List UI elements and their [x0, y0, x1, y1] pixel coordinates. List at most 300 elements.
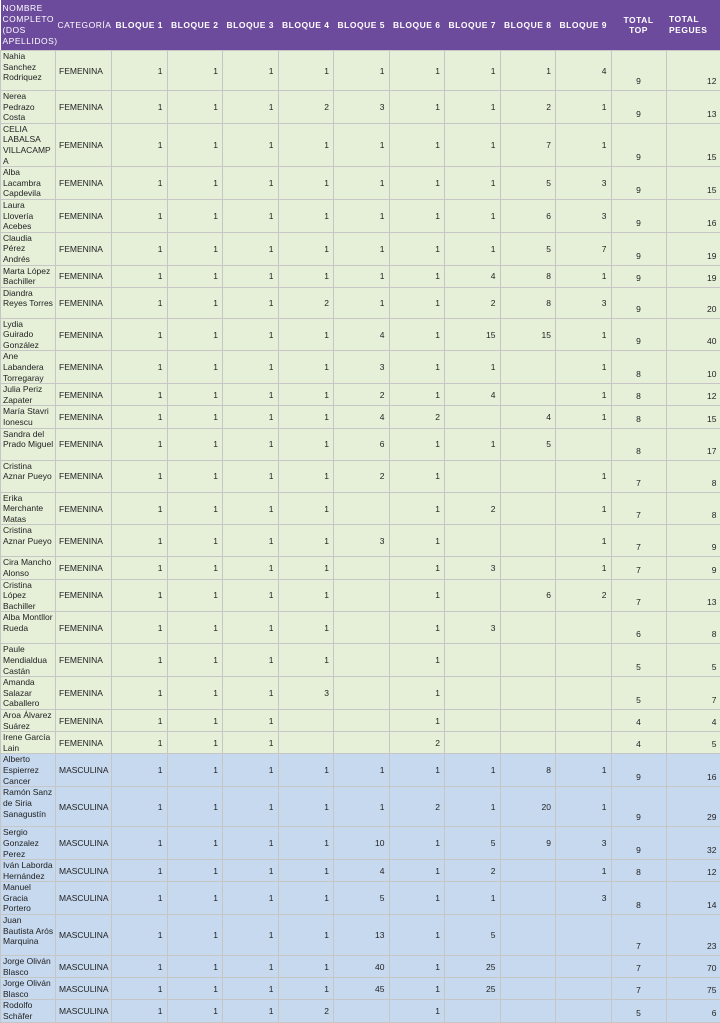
- cell-bloque-7[interactable]: [445, 579, 501, 612]
- cell-total-top[interactable]: 9: [611, 123, 666, 166]
- cell-total-top[interactable]: 9: [611, 827, 666, 860]
- cell-bloque-2[interactable]: 1: [167, 199, 223, 232]
- cell-bloque-1[interactable]: 1: [112, 579, 168, 612]
- cell-bloque-3[interactable]: 1: [223, 882, 279, 915]
- cell-total-pegues[interactable]: 10: [666, 351, 720, 384]
- cell-bloque-7[interactable]: 1: [445, 199, 501, 232]
- cell-name[interactable]: Alba Montllor Rueda: [1, 612, 56, 644]
- cell-bloque-6[interactable]: 1: [389, 557, 445, 579]
- cell-total-pegues[interactable]: 40: [666, 318, 720, 351]
- cell-bloque-6[interactable]: 1: [389, 91, 445, 124]
- cell-bloque-2[interactable]: 1: [167, 956, 223, 978]
- cell-bloque-4[interactable]: 1: [278, 860, 334, 882]
- cell-name[interactable]: Nerea Pedrazo Costa: [1, 91, 56, 124]
- cell-bloque-1[interactable]: 1: [112, 492, 168, 525]
- cell-total-top[interactable]: 8: [611, 860, 666, 882]
- cell-name[interactable]: Nahia Sanchez Rodriquez: [1, 51, 56, 91]
- cell-bloque-9[interactable]: [556, 428, 612, 460]
- cell-bloque-7[interactable]: 3: [445, 557, 501, 579]
- cell-bloque-5[interactable]: [334, 1000, 390, 1022]
- cell-bloque-8[interactable]: [500, 460, 556, 492]
- cell-bloque-1[interactable]: 1: [112, 51, 168, 91]
- cell-bloque-6[interactable]: 1: [389, 1000, 445, 1022]
- cell-bloque-6[interactable]: 1: [389, 167, 445, 200]
- cell-bloque-3[interactable]: 1: [223, 91, 279, 124]
- cell-bloque-4[interactable]: 1: [278, 51, 334, 91]
- cell-bloque-4[interactable]: 1: [278, 978, 334, 1000]
- cell-bloque-9[interactable]: 4: [556, 51, 612, 91]
- cell-bloque-4[interactable]: 1: [278, 579, 334, 612]
- cell-bloque-4[interactable]: 1: [278, 882, 334, 915]
- cell-bloque-4[interactable]: 1: [278, 915, 334, 956]
- cell-bloque-8[interactable]: 4: [500, 406, 556, 428]
- cell-bloque-8[interactable]: 7: [500, 123, 556, 166]
- cell-bloque-3[interactable]: 1: [223, 612, 279, 644]
- cell-bloque-6[interactable]: 1: [389, 51, 445, 91]
- cell-bloque-2[interactable]: 1: [167, 557, 223, 579]
- cell-bloque-1[interactable]: 1: [112, 732, 168, 754]
- cell-bloque-2[interactable]: 1: [167, 978, 223, 1000]
- cell-bloque-3[interactable]: 1: [223, 579, 279, 612]
- cell-bloque-4[interactable]: 1: [278, 123, 334, 166]
- cell-total-pegues[interactable]: 9: [666, 557, 720, 579]
- cell-bloque-7[interactable]: 4: [445, 265, 501, 287]
- cell-bloque-2[interactable]: 1: [167, 579, 223, 612]
- cell-bloque-5[interactable]: 5: [334, 882, 390, 915]
- cell-bloque-2[interactable]: 1: [167, 318, 223, 351]
- cell-bloque-9[interactable]: [556, 709, 612, 731]
- cell-bloque-3[interactable]: 1: [223, 351, 279, 384]
- cell-bloque-7[interactable]: 1: [445, 882, 501, 915]
- cell-bloque-4[interactable]: 1: [278, 557, 334, 579]
- cell-bloque-5[interactable]: 1: [334, 232, 390, 265]
- cell-bloque-3[interactable]: 1: [223, 787, 279, 827]
- cell-total-top[interactable]: 6: [611, 612, 666, 644]
- cell-bloque-1[interactable]: 1: [112, 428, 168, 460]
- cell-bloque-1[interactable]: 1: [112, 956, 168, 978]
- cell-bloque-8[interactable]: 15: [500, 318, 556, 351]
- cell-bloque-5[interactable]: 4: [334, 318, 390, 351]
- cell-name[interactable]: Laura Llovería Acebes: [1, 199, 56, 232]
- cell-bloque-6[interactable]: 1: [389, 827, 445, 860]
- cell-bloque-4[interactable]: 1: [278, 754, 334, 787]
- cell-bloque-8[interactable]: 6: [500, 199, 556, 232]
- cell-bloque-2[interactable]: 1: [167, 287, 223, 318]
- cell-total-pegues[interactable]: 15: [666, 167, 720, 200]
- cell-total-top[interactable]: 9: [611, 754, 666, 787]
- cell-bloque-2[interactable]: 1: [167, 265, 223, 287]
- cell-bloque-7[interactable]: [445, 1000, 501, 1022]
- cell-name[interactable]: Rodolfo Schäfer: [1, 1000, 56, 1022]
- cell-bloque-9[interactable]: [556, 644, 612, 677]
- cell-total-pegues[interactable]: 8: [666, 492, 720, 525]
- cell-category[interactable]: MASCULINA: [56, 754, 112, 787]
- cell-bloque-5[interactable]: 1: [334, 51, 390, 91]
- cell-bloque-8[interactable]: [500, 956, 556, 978]
- header-bloque-9[interactable]: BLOQUE 9: [556, 0, 612, 51]
- header-bloque-3[interactable]: BLOQUE 3: [223, 0, 279, 51]
- cell-bloque-5[interactable]: [334, 644, 390, 677]
- cell-bloque-8[interactable]: [500, 860, 556, 882]
- cell-bloque-5[interactable]: 45: [334, 978, 390, 1000]
- cell-bloque-9[interactable]: 1: [556, 318, 612, 351]
- cell-bloque-3[interactable]: 1: [223, 860, 279, 882]
- cell-bloque-5[interactable]: [334, 492, 390, 525]
- cell-name[interactable]: Sandra del Prado Miguel: [1, 428, 56, 460]
- cell-bloque-7[interactable]: [445, 525, 501, 557]
- cell-bloque-7[interactable]: 1: [445, 787, 501, 827]
- cell-category[interactable]: FEMENINA: [56, 265, 112, 287]
- cell-bloque-5[interactable]: [334, 677, 390, 710]
- cell-total-pegues[interactable]: 12: [666, 860, 720, 882]
- cell-bloque-1[interactable]: 1: [112, 167, 168, 200]
- cell-bloque-4[interactable]: 1: [278, 525, 334, 557]
- cell-category[interactable]: MASCULINA: [56, 915, 112, 956]
- cell-bloque-5[interactable]: 13: [334, 915, 390, 956]
- cell-name[interactable]: Juan Bautista Arós Marquina: [1, 915, 56, 956]
- cell-total-top[interactable]: 8: [611, 406, 666, 428]
- cell-category[interactable]: FEMENINA: [56, 612, 112, 644]
- cell-bloque-5[interactable]: 1: [334, 199, 390, 232]
- cell-bloque-3[interactable]: 1: [223, 732, 279, 754]
- cell-name[interactable]: Diandra Reyes Torres: [1, 287, 56, 318]
- cell-bloque-4[interactable]: 2: [278, 287, 334, 318]
- cell-total-top[interactable]: 9: [611, 199, 666, 232]
- cell-bloque-6[interactable]: 2: [389, 406, 445, 428]
- cell-total-top[interactable]: 7: [611, 492, 666, 525]
- cell-category[interactable]: FEMENINA: [56, 123, 112, 166]
- cell-name[interactable]: CELIA LABALSA VILLACAMP A: [1, 123, 56, 166]
- cell-bloque-1[interactable]: 1: [112, 882, 168, 915]
- cell-bloque-6[interactable]: 1: [389, 956, 445, 978]
- cell-bloque-9[interactable]: 7: [556, 232, 612, 265]
- cell-bloque-8[interactable]: 20: [500, 787, 556, 827]
- cell-bloque-8[interactable]: [500, 915, 556, 956]
- header-category[interactable]: CATEGORÍA: [56, 0, 112, 51]
- cell-total-top[interactable]: 9: [611, 91, 666, 124]
- cell-bloque-5[interactable]: [334, 612, 390, 644]
- cell-bloque-7[interactable]: 5: [445, 827, 501, 860]
- cell-bloque-3[interactable]: 1: [223, 978, 279, 1000]
- cell-bloque-6[interactable]: 2: [389, 787, 445, 827]
- cell-bloque-6[interactable]: 1: [389, 709, 445, 731]
- cell-category[interactable]: MASCULINA: [56, 860, 112, 882]
- header-bloque-1[interactable]: BLOQUE 1: [112, 0, 168, 51]
- cell-bloque-9[interactable]: [556, 612, 612, 644]
- cell-total-top[interactable]: 8: [611, 351, 666, 384]
- cell-total-top[interactable]: 9: [611, 232, 666, 265]
- cell-bloque-2[interactable]: 1: [167, 677, 223, 710]
- cell-name[interactable]: Lydia Guirado González: [1, 318, 56, 351]
- cell-bloque-8[interactable]: [500, 557, 556, 579]
- cell-bloque-1[interactable]: 1: [112, 265, 168, 287]
- cell-bloque-7[interactable]: 4: [445, 384, 501, 406]
- cell-name[interactable]: Ane Labandera Torregaray: [1, 351, 56, 384]
- cell-bloque-9[interactable]: 1: [556, 91, 612, 124]
- cell-bloque-1[interactable]: 1: [112, 915, 168, 956]
- cell-bloque-1[interactable]: 1: [112, 978, 168, 1000]
- cell-bloque-8[interactable]: 5: [500, 428, 556, 460]
- cell-bloque-4[interactable]: 1: [278, 406, 334, 428]
- cell-bloque-7[interactable]: [445, 406, 501, 428]
- cell-total-top[interactable]: 9: [611, 51, 666, 91]
- cell-bloque-7[interactable]: 1: [445, 123, 501, 166]
- cell-bloque-6[interactable]: 1: [389, 978, 445, 1000]
- cell-total-pegues[interactable]: 15: [666, 123, 720, 166]
- cell-bloque-4[interactable]: 1: [278, 492, 334, 525]
- cell-bloque-4[interactable]: 2: [278, 1000, 334, 1022]
- cell-bloque-2[interactable]: 1: [167, 51, 223, 91]
- cell-bloque-4[interactable]: 1: [278, 644, 334, 677]
- cell-bloque-1[interactable]: 1: [112, 677, 168, 710]
- cell-category[interactable]: MASCULINA: [56, 882, 112, 915]
- cell-bloque-9[interactable]: [556, 732, 612, 754]
- cell-bloque-8[interactable]: 8: [500, 265, 556, 287]
- cell-bloque-6[interactable]: 1: [389, 860, 445, 882]
- cell-bloque-9[interactable]: [556, 978, 612, 1000]
- cell-bloque-5[interactable]: 2: [334, 460, 390, 492]
- cell-bloque-9[interactable]: 1: [556, 492, 612, 525]
- cell-bloque-8[interactable]: [500, 492, 556, 525]
- cell-bloque-9[interactable]: 3: [556, 882, 612, 915]
- cell-bloque-9[interactable]: [556, 915, 612, 956]
- cell-total-top[interactable]: 7: [611, 579, 666, 612]
- cell-bloque-7[interactable]: [445, 677, 501, 710]
- cell-category[interactable]: FEMENINA: [56, 732, 112, 754]
- cell-name[interactable]: Alba Lacambra Capdevila: [1, 167, 56, 200]
- cell-total-top[interactable]: 7: [611, 915, 666, 956]
- cell-bloque-9[interactable]: [556, 677, 612, 710]
- cell-bloque-7[interactable]: 2: [445, 492, 501, 525]
- cell-name[interactable]: Erika Merchante Matas: [1, 492, 56, 525]
- cell-bloque-1[interactable]: 1: [112, 860, 168, 882]
- cell-bloque-2[interactable]: 1: [167, 428, 223, 460]
- cell-bloque-2[interactable]: 1: [167, 754, 223, 787]
- cell-bloque-3[interactable]: 1: [223, 677, 279, 710]
- cell-bloque-9[interactable]: 2: [556, 579, 612, 612]
- cell-bloque-1[interactable]: 1: [112, 406, 168, 428]
- cell-bloque-7[interactable]: 1: [445, 232, 501, 265]
- cell-bloque-7[interactable]: 1: [445, 428, 501, 460]
- cell-bloque-2[interactable]: 1: [167, 351, 223, 384]
- cell-bloque-2[interactable]: 1: [167, 612, 223, 644]
- cell-bloque-8[interactable]: [500, 612, 556, 644]
- cell-bloque-5[interactable]: [334, 579, 390, 612]
- header-bloque-6[interactable]: BLOQUE 6: [389, 0, 445, 51]
- cell-bloque-2[interactable]: 1: [167, 1000, 223, 1022]
- header-total-pegues[interactable]: TOTAL PEGUES: [666, 0, 720, 51]
- cell-total-pegues[interactable]: 19: [666, 232, 720, 265]
- cell-category[interactable]: FEMENINA: [56, 557, 112, 579]
- cell-total-top[interactable]: 8: [611, 384, 666, 406]
- header-name[interactable]: NOMBRE COMPLETO (DOS APELLIDOS): [1, 0, 56, 51]
- cell-bloque-1[interactable]: 1: [112, 460, 168, 492]
- cell-bloque-5[interactable]: 1: [334, 265, 390, 287]
- cell-name[interactable]: Cristina Aznar Pueyo: [1, 460, 56, 492]
- cell-bloque-1[interactable]: 1: [112, 754, 168, 787]
- cell-category[interactable]: FEMENINA: [56, 677, 112, 710]
- cell-bloque-8[interactable]: [500, 525, 556, 557]
- cell-total-pegues[interactable]: 12: [666, 384, 720, 406]
- cell-bloque-1[interactable]: 1: [112, 525, 168, 557]
- cell-bloque-8[interactable]: 6: [500, 579, 556, 612]
- cell-bloque-8[interactable]: [500, 732, 556, 754]
- cell-name[interactable]: Cristina López Bachiller: [1, 579, 56, 612]
- cell-name[interactable]: Jorge Oliván Blasco: [1, 978, 56, 1000]
- cell-total-top[interactable]: 7: [611, 978, 666, 1000]
- cell-bloque-4[interactable]: 1: [278, 787, 334, 827]
- cell-bloque-3[interactable]: 1: [223, 428, 279, 460]
- cell-bloque-1[interactable]: 1: [112, 644, 168, 677]
- cell-bloque-7[interactable]: [445, 460, 501, 492]
- cell-name[interactable]: Irene García Lain: [1, 732, 56, 754]
- cell-total-top[interactable]: 7: [611, 460, 666, 492]
- cell-category[interactable]: MASCULINA: [56, 1000, 112, 1022]
- cell-bloque-3[interactable]: 1: [223, 167, 279, 200]
- cell-category[interactable]: FEMENINA: [56, 579, 112, 612]
- cell-total-pegues[interactable]: 12: [666, 51, 720, 91]
- cell-bloque-1[interactable]: 1: [112, 318, 168, 351]
- cell-bloque-2[interactable]: 1: [167, 167, 223, 200]
- cell-bloque-8[interactable]: [500, 351, 556, 384]
- cell-bloque-6[interactable]: 1: [389, 882, 445, 915]
- cell-total-top[interactable]: 8: [611, 428, 666, 460]
- cell-bloque-6[interactable]: 1: [389, 644, 445, 677]
- cell-total-top[interactable]: 7: [611, 557, 666, 579]
- cell-bloque-4[interactable]: 1: [278, 384, 334, 406]
- cell-name[interactable]: Aroa Álvarez Suárez: [1, 709, 56, 731]
- cell-bloque-5[interactable]: 2: [334, 384, 390, 406]
- cell-total-top[interactable]: 7: [611, 525, 666, 557]
- header-total-top[interactable]: TOTAL TOP: [611, 0, 666, 51]
- cell-bloque-6[interactable]: 1: [389, 915, 445, 956]
- cell-bloque-2[interactable]: 1: [167, 709, 223, 731]
- cell-bloque-2[interactable]: 1: [167, 860, 223, 882]
- cell-bloque-3[interactable]: 1: [223, 199, 279, 232]
- cell-category[interactable]: FEMENINA: [56, 318, 112, 351]
- cell-bloque-2[interactable]: 1: [167, 123, 223, 166]
- header-bloque-4[interactable]: BLOQUE 4: [278, 0, 334, 51]
- cell-bloque-5[interactable]: 1: [334, 123, 390, 166]
- cell-bloque-7[interactable]: 5: [445, 915, 501, 956]
- cell-name[interactable]: Jorge Oliván Blasco: [1, 956, 56, 978]
- cell-bloque-3[interactable]: 1: [223, 1000, 279, 1022]
- cell-category[interactable]: FEMENINA: [56, 644, 112, 677]
- cell-total-pegues[interactable]: 5: [666, 644, 720, 677]
- cell-bloque-5[interactable]: 4: [334, 860, 390, 882]
- cell-bloque-2[interactable]: 1: [167, 492, 223, 525]
- cell-total-pegues[interactable]: 14: [666, 882, 720, 915]
- cell-bloque-8[interactable]: [500, 1000, 556, 1022]
- cell-total-pegues[interactable]: 17: [666, 428, 720, 460]
- cell-bloque-3[interactable]: 1: [223, 406, 279, 428]
- cell-bloque-4[interactable]: 3: [278, 677, 334, 710]
- cell-bloque-8[interactable]: [500, 978, 556, 1000]
- cell-bloque-3[interactable]: 1: [223, 318, 279, 351]
- cell-bloque-7[interactable]: 1: [445, 91, 501, 124]
- cell-name[interactable]: Manuel Gracia Portero: [1, 882, 56, 915]
- cell-bloque-8[interactable]: 2: [500, 91, 556, 124]
- cell-bloque-1[interactable]: 1: [112, 91, 168, 124]
- cell-bloque-2[interactable]: 1: [167, 406, 223, 428]
- cell-bloque-3[interactable]: 1: [223, 525, 279, 557]
- cell-bloque-6[interactable]: 1: [389, 199, 445, 232]
- cell-bloque-3[interactable]: 1: [223, 287, 279, 318]
- cell-bloque-2[interactable]: 1: [167, 732, 223, 754]
- cell-bloque-5[interactable]: 1: [334, 167, 390, 200]
- cell-bloque-4[interactable]: 1: [278, 827, 334, 860]
- cell-category[interactable]: FEMENINA: [56, 384, 112, 406]
- cell-category[interactable]: FEMENINA: [56, 287, 112, 318]
- cell-name[interactable]: Cristina Aznar Pueyo: [1, 525, 56, 557]
- cell-bloque-3[interactable]: 1: [223, 709, 279, 731]
- cell-total-pegues[interactable]: 13: [666, 91, 720, 124]
- cell-bloque-4[interactable]: 1: [278, 318, 334, 351]
- cell-bloque-7[interactable]: 1: [445, 754, 501, 787]
- cell-bloque-3[interactable]: 1: [223, 460, 279, 492]
- cell-total-pegues[interactable]: 16: [666, 199, 720, 232]
- cell-bloque-9[interactable]: 1: [556, 787, 612, 827]
- cell-bloque-2[interactable]: 1: [167, 644, 223, 677]
- cell-bloque-4[interactable]: 1: [278, 428, 334, 460]
- cell-total-top[interactable]: 9: [611, 265, 666, 287]
- cell-bloque-6[interactable]: 1: [389, 492, 445, 525]
- cell-bloque-6[interactable]: 1: [389, 351, 445, 384]
- cell-bloque-9[interactable]: 3: [556, 199, 612, 232]
- cell-total-pegues[interactable]: 20: [666, 287, 720, 318]
- cell-category[interactable]: FEMENINA: [56, 525, 112, 557]
- header-bloque-8[interactable]: BLOQUE 8: [500, 0, 556, 51]
- cell-name[interactable]: Alberto Espierrez Cancer: [1, 754, 56, 787]
- cell-bloque-1[interactable]: 1: [112, 351, 168, 384]
- cell-category[interactable]: MASCULINA: [56, 978, 112, 1000]
- cell-total-top[interactable]: 5: [611, 677, 666, 710]
- cell-bloque-2[interactable]: 1: [167, 787, 223, 827]
- cell-bloque-7[interactable]: 1: [445, 167, 501, 200]
- cell-bloque-7[interactable]: 1: [445, 51, 501, 91]
- cell-bloque-7[interactable]: [445, 644, 501, 677]
- cell-category[interactable]: MASCULINA: [56, 956, 112, 978]
- cell-bloque-2[interactable]: 1: [167, 384, 223, 406]
- cell-category[interactable]: FEMENINA: [56, 167, 112, 200]
- cell-bloque-1[interactable]: 1: [112, 557, 168, 579]
- cell-bloque-3[interactable]: 1: [223, 915, 279, 956]
- cell-bloque-3[interactable]: 1: [223, 232, 279, 265]
- cell-total-top[interactable]: 9: [611, 318, 666, 351]
- cell-name[interactable]: Marta López Bachiller: [1, 265, 56, 287]
- cell-bloque-7[interactable]: [445, 732, 501, 754]
- cell-bloque-2[interactable]: 1: [167, 232, 223, 265]
- cell-category[interactable]: FEMENINA: [56, 91, 112, 124]
- cell-bloque-9[interactable]: 1: [556, 525, 612, 557]
- cell-bloque-4[interactable]: 2: [278, 91, 334, 124]
- cell-bloque-2[interactable]: 1: [167, 915, 223, 956]
- cell-bloque-8[interactable]: [500, 677, 556, 710]
- cell-bloque-5[interactable]: 1: [334, 287, 390, 318]
- cell-name[interactable]: María Stavri Ionescu: [1, 406, 56, 428]
- cell-bloque-9[interactable]: 3: [556, 167, 612, 200]
- cell-total-top[interactable]: 5: [611, 1000, 666, 1022]
- cell-bloque-9[interactable]: 1: [556, 406, 612, 428]
- cell-bloque-8[interactable]: [500, 882, 556, 915]
- cell-total-top[interactable]: 4: [611, 732, 666, 754]
- cell-bloque-5[interactable]: 3: [334, 91, 390, 124]
- cell-bloque-2[interactable]: 1: [167, 882, 223, 915]
- cell-bloque-2[interactable]: 1: [167, 827, 223, 860]
- cell-bloque-7[interactable]: 25: [445, 956, 501, 978]
- cell-bloque-6[interactable]: 1: [389, 579, 445, 612]
- cell-bloque-5[interactable]: 6: [334, 428, 390, 460]
